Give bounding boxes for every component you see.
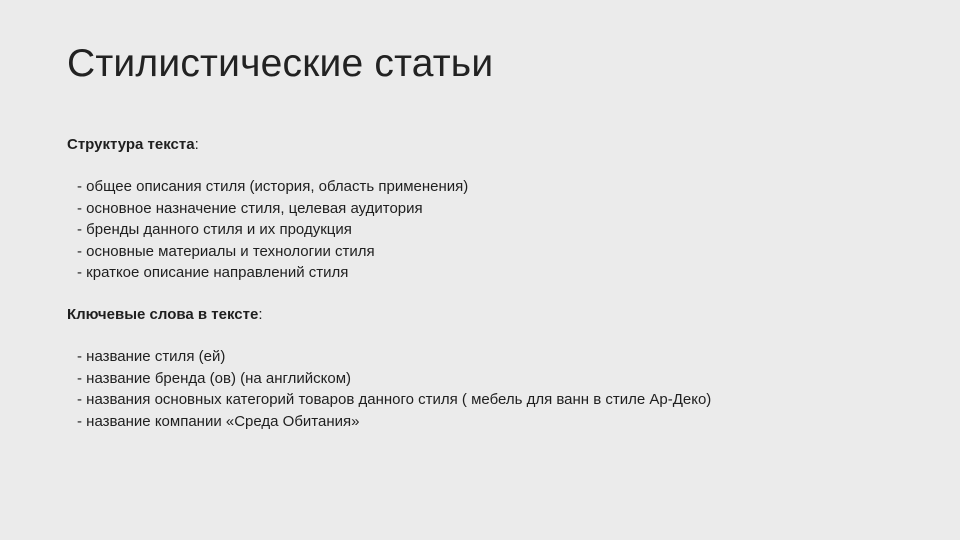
- list-item: - названия основных категорий товаров данного стиля ( мебель для ванн в стиле Ар-Деко): [77, 391, 712, 408]
- list-item: - основные материалы и технологии стиля: [77, 242, 375, 260]
- section-heading: [67, 306, 711, 324]
- list-item: - название бренда (ов) (на английском): [77, 369, 352, 387]
- bullet-list: [67, 346, 711, 432]
- list-item: - название компании «Среда Обитания»: [77, 412, 360, 430]
- list-item: - основное назначение стиля, целевая аудитория: [77, 199, 423, 217]
- list-item: - краткое описание направлений стиля: [77, 264, 349, 281]
- section-heading-colon: :: [258, 306, 263, 323]
- section-heading: [67, 136, 468, 154]
- list-item: - бренды данного стиля и их продукция: [77, 221, 352, 238]
- section-text-structure: [67, 136, 468, 284]
- list-item: - название стиля (ей): [77, 348, 226, 365]
- section-heading-colon: :: [194, 136, 199, 153]
- section-keywords: [67, 306, 711, 432]
- section-heading-label: Структура текста: [67, 136, 195, 153]
- section-heading-label: Ключевые слова в тексте: [67, 306, 259, 323]
- slide-title: Стилистические статьи: [67, 42, 494, 85]
- list-item: - общее описания стиля (история, область применения): [77, 178, 469, 195]
- bullet-list: [67, 176, 468, 284]
